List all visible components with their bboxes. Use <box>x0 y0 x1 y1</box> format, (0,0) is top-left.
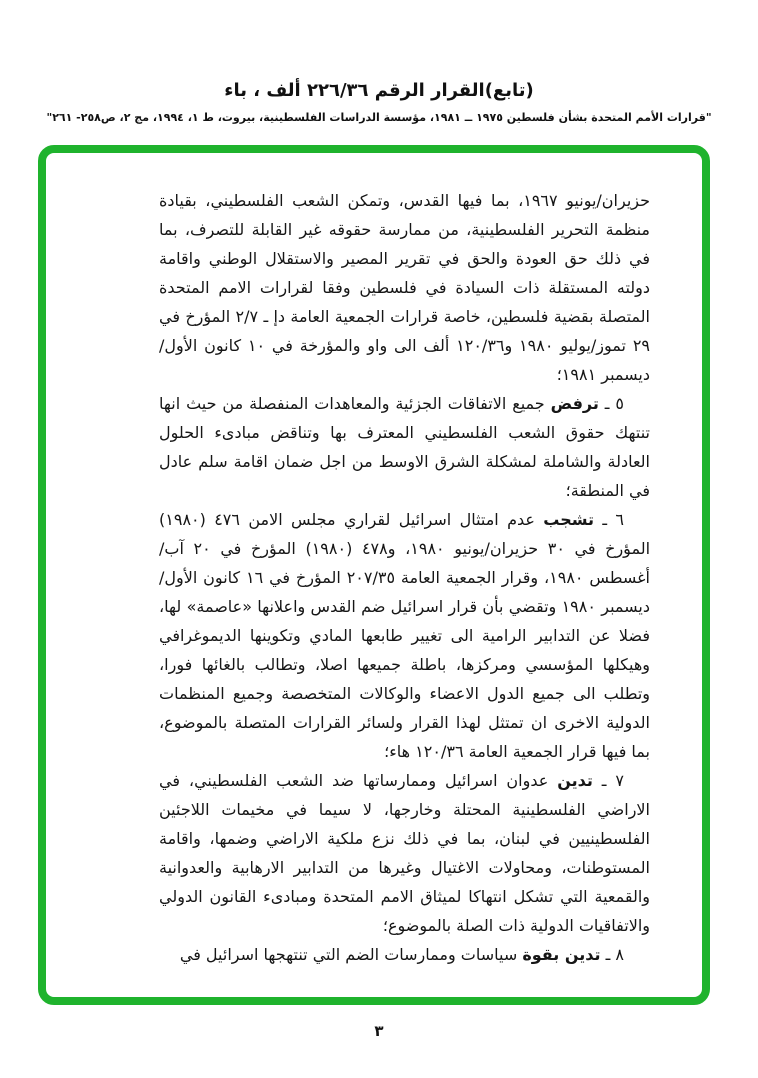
operative-word: تشجب <box>543 510 595 529</box>
paragraph-text: عدوان اسرائيل وممارساتها ضد الشعب الفلسطيني، في الاراضي الفلسطينية المحتلة وخارجها، لا سيما في مخيمات اللاجئين الفلسطينيين في لبنان، بما في ذلك نزع ملكية الاراضي وضمها، واقامة المستوطنات، ومحاولات الاغتيال وغيرها من التدابير الارهابية والعدوانية والقمعية التي تشكل انتهاكا لميثاق الامم المتحدة ومبادىء القانون الدولي والاتفاقيات الدولية ذات الصلة بالموضوع؛ <box>159 771 650 935</box>
body-paragraph <box>159 766 650 940</box>
paragraph-text: ٨ ـ <box>600 945 624 964</box>
page-number: ٣ <box>374 1022 384 1040</box>
body-paragraph <box>159 186 650 389</box>
document-header <box>0 80 758 124</box>
operative-word: ترفض <box>550 394 599 413</box>
body-paragraph <box>159 505 650 766</box>
paragraph-text: جميع الاتفاقات الجزئية والمعاهدات المنفصلة من حيث انها تنتهك حقوق الشعب الفلسطيني المعترف بها وتناقض مبادىء الحلول العادلة والشاملة لمشكلة الشرق الاوسط من اجل ضمان اقامة سلم عادل في المنطقة؛ <box>159 394 650 500</box>
body-paragraph <box>159 389 650 505</box>
operative-word: تدين <box>557 771 593 790</box>
source-citation: "قرارات الأمم المتحدة بشأن فلسطين ١٩٧٥ ــ ١٩٨١، مؤسسة الدراسات الفلسطينية، بيروت، ط ١، ١٩٩٤، مج ٢، ص٢٥٨- ٢٦١" <box>46 111 712 124</box>
paragraph-text: سياسات وممارسات الضم التي تنتهجها اسرائيل في <box>179 945 523 964</box>
paragraph-text: ٦ ـ <box>594 510 624 529</box>
paragraph-text: ٥ ـ <box>598 394 625 413</box>
paragraph-text: ٧ ـ <box>592 771 624 790</box>
resolution-body <box>159 186 650 969</box>
paragraph-text: حزيران/يونيو ١٩٦٧، بما فيها القدس، وتمكن الشعب الفلسطيني، بقيادة منظمة التحرير الفلسطينية، من ممارسة حقوقه غير القابلة للتصرف، بما في ذلك حق العودة والحق في تقرير المصير والاستقلال الوطني واقامة دولته المستقلة ذات السيادة في فلسطين وفقا لقرارات الامم المتحدة المتصلة بقضية فلسطين، خاصة قرارات الجمعية العامة دإ ـ ٢/٧ المؤرخ في ٢٩ تموز/يوليو ١٩٨٠ و١٢٠/٣٦ ألف الى واو والمؤرخة في ١٠ كانون الأول/ديسمبر ١٩٨١؛ <box>159 191 651 384</box>
paragraph-text: عدم امتثال اسرائيل لقراري مجلس الامن ٤٧٦ (١٩٨٠) المؤرخ في ٣٠ حزيران/يونيو ١٩٨٠، و٤٧٨ (١٩٨٠) المؤرخ في ٢٠ آب/أغسطس ١٩٨٠، وقرار الجمعية العامة ٢٠٧/٣٥ المؤرخ في ١٦ كانون الأول/ديسمبر ١٩٨٠ وتقضي بأن قرار اسرائيل ضم القدس واعلانها «عاصمة» لها، فضلا عن التدابير الرامية الى تغيير طابعها المادي وتكوينها الديموغرافي وهيكلها المؤسسي ومركزها، باطلة جميعها اصلا، وتطالب بالغائها فورا، وتطلب الى جميع الدول الاعضاء والوكالات المتخصصة وجميع المنظمات الدولية الاخرى ان تمتثل لهذا القرار ولسائر القرارات المتصلة بالموضوع، بما فيها قرار الجمعية العامة ١٢٠/٣٦ هاء؛ <box>159 510 651 761</box>
operative-word: تدين بقوة <box>522 945 601 964</box>
resolution-title: (تابع)القرار الرقم ٢٢٦/٣٦ ألف ، باء <box>224 80 534 101</box>
body-paragraph <box>159 940 650 969</box>
resolution-text-frame <box>38 145 710 1005</box>
